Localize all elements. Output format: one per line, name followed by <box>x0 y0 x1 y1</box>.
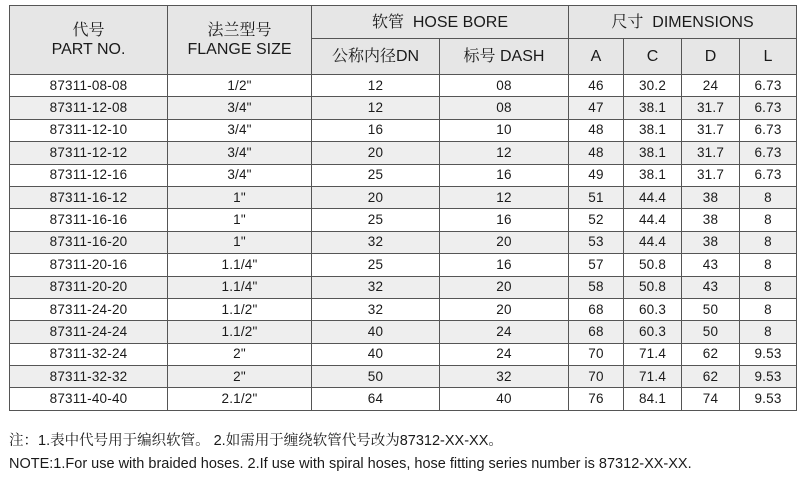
cell-c: 50.8 <box>624 276 682 298</box>
notes <box>9 430 692 476</box>
cell-dn: 20 <box>312 186 440 208</box>
cell-part-no: 87311-20-16 <box>10 254 168 276</box>
cell-a: 70 <box>569 366 624 388</box>
cell-dash: 32 <box>440 366 569 388</box>
cell-part-no: 87311-24-24 <box>10 321 168 343</box>
cell-a: 53 <box>569 231 624 253</box>
cell-c: 71.4 <box>624 343 682 365</box>
table-row <box>10 231 797 253</box>
cell-l: 8 <box>740 254 797 276</box>
cell-flange-size: 1.1/4" <box>168 254 312 276</box>
header-dn: 公称内径DN <box>312 39 440 75</box>
cell-a: 48 <box>569 142 624 164</box>
cell-dn: 25 <box>312 164 440 186</box>
cell-dn: 25 <box>312 209 440 231</box>
cell-c: 38.1 <box>624 164 682 186</box>
cell-dn: 40 <box>312 343 440 365</box>
cell-l: 9.53 <box>740 366 797 388</box>
cell-l: 9.53 <box>740 343 797 365</box>
cell-dash: 12 <box>440 186 569 208</box>
cell-flange-size: 3/4" <box>168 97 312 119</box>
cell-dash: 10 <box>440 119 569 141</box>
cell-d: 24 <box>682 75 740 97</box>
cell-part-no: 87311-12-16 <box>10 164 168 186</box>
cell-l: 8 <box>740 186 797 208</box>
cell-dash: 16 <box>440 209 569 231</box>
cell-a: 68 <box>569 298 624 320</box>
header-flange-cn: 法兰型号 <box>207 22 272 39</box>
header-flange-size <box>168 6 312 75</box>
cell-flange-size: 2" <box>168 343 312 365</box>
table-row <box>10 209 797 231</box>
cell-a: 68 <box>569 321 624 343</box>
header-d: D <box>682 39 740 75</box>
cell-a: 46 <box>569 75 624 97</box>
table-row <box>10 75 797 97</box>
cell-part-no: 87311-08-08 <box>10 75 168 97</box>
cell-part-no: 87311-16-20 <box>10 231 168 253</box>
cell-c: 44.4 <box>624 186 682 208</box>
cell-a: 48 <box>569 119 624 141</box>
cell-c: 60.3 <box>624 298 682 320</box>
header-flange-en: FLANGE SIZE <box>187 41 292 58</box>
cell-c: 71.4 <box>624 366 682 388</box>
cell-dn: 50 <box>312 366 440 388</box>
table-row <box>10 343 797 365</box>
cell-flange-size: 2.1/2" <box>168 388 312 410</box>
cell-d: 31.7 <box>682 142 740 164</box>
cell-c: 38.1 <box>624 142 682 164</box>
cell-l: 6.73 <box>740 119 797 141</box>
cell-part-no: 87311-12-08 <box>10 97 168 119</box>
cell-a: 51 <box>569 186 624 208</box>
cell-flange-size: 1" <box>168 231 312 253</box>
cell-dash: 20 <box>440 276 569 298</box>
cell-dn: 32 <box>312 231 440 253</box>
table-row <box>10 142 797 164</box>
cell-dash: 16 <box>440 254 569 276</box>
cell-a: 58 <box>569 276 624 298</box>
cell-d: 62 <box>682 366 740 388</box>
cell-part-no: 87311-16-16 <box>10 209 168 231</box>
cell-l: 8 <box>740 209 797 231</box>
cell-l: 9.53 <box>740 388 797 410</box>
table-row <box>10 97 797 119</box>
cell-c: 30.2 <box>624 75 682 97</box>
cell-c: 50.8 <box>624 254 682 276</box>
cell-a: 76 <box>569 388 624 410</box>
cell-d: 74 <box>682 388 740 410</box>
spec-table <box>9 5 797 411</box>
table-row <box>10 186 797 208</box>
cell-dn: 12 <box>312 97 440 119</box>
cell-dash: 20 <box>440 298 569 320</box>
table-row <box>10 254 797 276</box>
cell-part-no: 87311-32-32 <box>10 366 168 388</box>
table-body <box>10 75 797 411</box>
cell-part-no: 87311-32-24 <box>10 343 168 365</box>
header-hose-bore: 软管 HOSE BORE <box>312 6 569 39</box>
cell-part-no: 87311-40-40 <box>10 388 168 410</box>
header-part-no-en: PART NO. <box>51 41 126 58</box>
cell-flange-size: 1/2" <box>168 75 312 97</box>
cell-part-no: 87311-12-12 <box>10 142 168 164</box>
cell-flange-size: 3/4" <box>168 119 312 141</box>
table-row <box>10 298 797 320</box>
cell-d: 31.7 <box>682 119 740 141</box>
cell-c: 84.1 <box>624 388 682 410</box>
cell-dash: 40 <box>440 388 569 410</box>
cell-flange-size: 1" <box>168 186 312 208</box>
cell-c: 44.4 <box>624 231 682 253</box>
cell-c: 38.1 <box>624 97 682 119</box>
header-dash: 标号 DASH <box>440 39 569 75</box>
cell-dn: 20 <box>312 142 440 164</box>
cell-c: 60.3 <box>624 321 682 343</box>
cell-d: 38 <box>682 186 740 208</box>
header-part-no <box>10 6 168 75</box>
cell-part-no: 87311-24-20 <box>10 298 168 320</box>
cell-l: 8 <box>740 321 797 343</box>
cell-flange-size: 1.1/2" <box>168 321 312 343</box>
cell-l: 8 <box>740 298 797 320</box>
cell-dash: 08 <box>440 75 569 97</box>
cell-dash: 24 <box>440 321 569 343</box>
cell-c: 38.1 <box>624 119 682 141</box>
cell-dash: 24 <box>440 343 569 365</box>
cell-d: 38 <box>682 209 740 231</box>
cell-dash: 12 <box>440 142 569 164</box>
cell-d: 31.7 <box>682 97 740 119</box>
cell-a: 70 <box>569 343 624 365</box>
cell-dn: 32 <box>312 276 440 298</box>
cell-flange-size: 1.1/2" <box>168 298 312 320</box>
cell-d: 31.7 <box>682 164 740 186</box>
cell-d: 62 <box>682 343 740 365</box>
header-c: C <box>624 39 682 75</box>
cell-flange-size: 1.1/4" <box>168 276 312 298</box>
cell-c: 44.4 <box>624 209 682 231</box>
table-row <box>10 388 797 410</box>
table-row <box>10 366 797 388</box>
cell-flange-size: 3/4" <box>168 142 312 164</box>
cell-dn: 25 <box>312 254 440 276</box>
cell-dash: 08 <box>440 97 569 119</box>
cell-l: 8 <box>740 276 797 298</box>
table-row <box>10 276 797 298</box>
table-row <box>10 119 797 141</box>
cell-dash: 16 <box>440 164 569 186</box>
table-row <box>10 321 797 343</box>
cell-dn: 12 <box>312 75 440 97</box>
cell-dn: 16 <box>312 119 440 141</box>
cell-l: 6.73 <box>740 142 797 164</box>
cell-l: 8 <box>740 231 797 253</box>
note-cn: 注：1.表中代号用于编织软管。 2.如需用于缠绕软管代号改为87312-XX-XX。 <box>9 433 503 449</box>
cell-dash: 20 <box>440 231 569 253</box>
cell-part-no: 87311-16-12 <box>10 186 168 208</box>
header-l: L <box>740 39 797 75</box>
cell-d: 43 <box>682 254 740 276</box>
cell-a: 49 <box>569 164 624 186</box>
cell-d: 38 <box>682 231 740 253</box>
cell-d: 50 <box>682 321 740 343</box>
table-row <box>10 164 797 186</box>
cell-l: 6.73 <box>740 164 797 186</box>
cell-a: 47 <box>569 97 624 119</box>
cell-d: 50 <box>682 298 740 320</box>
cell-part-no: 87311-20-20 <box>10 276 168 298</box>
header-dimensions: 尺寸 DIMENSIONS <box>569 6 797 39</box>
header-part-no-cn: 代号 <box>72 22 105 39</box>
cell-flange-size: 2" <box>168 366 312 388</box>
cell-a: 57 <box>569 254 624 276</box>
cell-a: 52 <box>569 209 624 231</box>
cell-part-no: 87311-12-10 <box>10 119 168 141</box>
cell-dn: 32 <box>312 298 440 320</box>
cell-l: 6.73 <box>740 75 797 97</box>
header-a: A <box>569 39 624 75</box>
cell-d: 43 <box>682 276 740 298</box>
note-en: NOTE:1.For use with braided hoses. 2.If use with spiral hoses, hose fitting series number is 87312-XX-XX. <box>9 456 692 472</box>
cell-flange-size: 3/4" <box>168 164 312 186</box>
cell-flange-size: 1" <box>168 209 312 231</box>
cell-l: 6.73 <box>740 97 797 119</box>
cell-dn: 40 <box>312 321 440 343</box>
cell-dn: 64 <box>312 388 440 410</box>
